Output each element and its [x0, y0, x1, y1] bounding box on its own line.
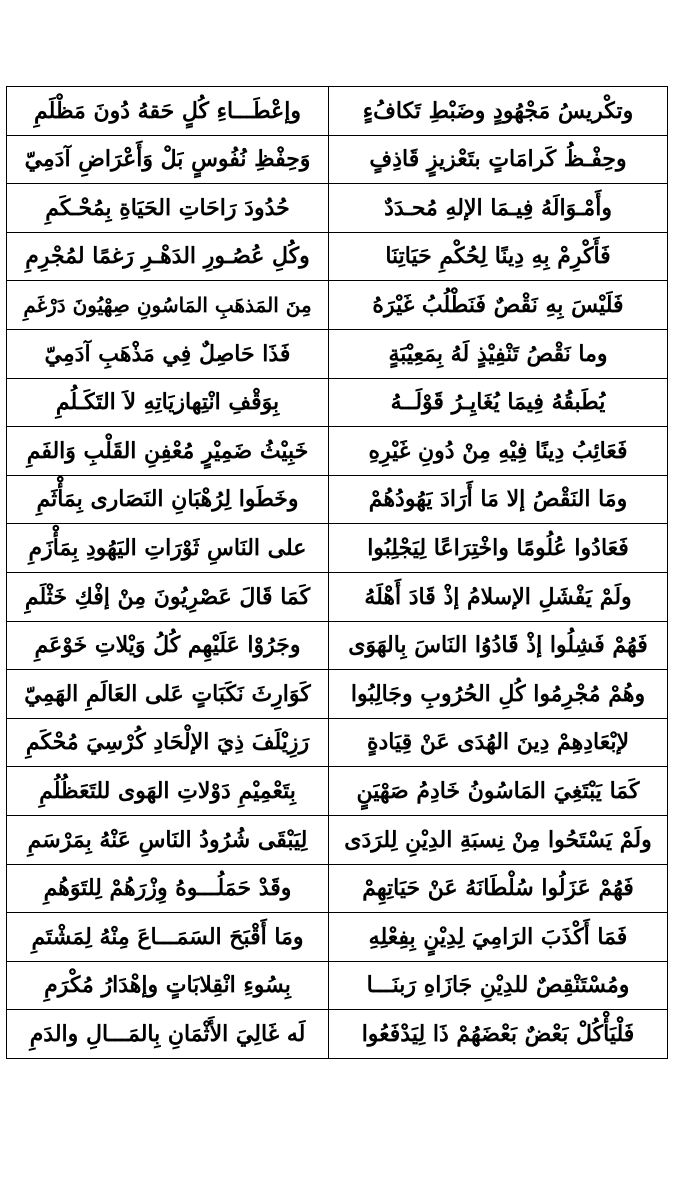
- verse-second-hemistich: لِيَبْقَى شُرُودُ النَاسِ عَنْهُ بِمَرْسَمِ: [7, 815, 329, 864]
- verse-second-hemistich: لَه غَالِيَ الأَثْمَانِ بِالمَـــالِ والدَمِ: [7, 1010, 329, 1059]
- verse-first-hemistich: ومَا النَقْصُ إلا مَا أَرَادَ يَهُودُهُمْ: [329, 475, 668, 524]
- verse-row: [7, 232, 668, 281]
- verse-second-hemistich: كَمَا قَالَ عَصْرِيُونَ مِنْ إفْكِ خَثْلَمِ: [7, 572, 329, 621]
- verse-first-hemistich: لإبْعَادِهِمْ دِينَ الهُدَى عَنْ قِيَادةٍ: [329, 718, 668, 767]
- verse-second-hemistich: حُدُودَ رَاحَاتِ الحَيَاةِ بِمُحْـكَمِ: [7, 184, 329, 233]
- verse-first-hemistich: فَأَكْرِمْ بِهِ دِينًا لِحُكْمِ حَيَاتِنَا: [329, 232, 668, 281]
- verse-second-hemistich: وجَرُوْا عَلَيْهِم كُلُ وَيْلاتِ خَوْعَمِ: [7, 621, 329, 670]
- verse-row: [7, 524, 668, 573]
- verse-second-hemistich: وإعْطَـــاءِ كُلٍ حَقهُ دُونَ مَظْلَمِ: [7, 87, 329, 136]
- verse-second-hemistich: على النَاسِ ثَوْرَاتِ اليَهُودِ بِمَأْزَمِ: [7, 524, 329, 573]
- verse-row: [7, 572, 668, 621]
- verse-row: [7, 670, 668, 719]
- verse-second-hemistich: وكُلِ عُصُـورِ الدَهْـرِ رَغمًا لمُجْرِمِ: [7, 232, 329, 281]
- verse-second-hemistich: وَحِفْظِ نُفُوسٍ بَلْ وَأَعْرَاضِ آدَمِيّ: [7, 135, 329, 184]
- verse-first-hemistich: فَهُمْ فَشِلُوا إذْ قَادُوُا النَاسَ بِالهَوَى: [329, 621, 668, 670]
- verse-first-hemistich: فَلَيْسَ بِهِ نَقْصٌ فَنَطْلُبُ غَيْرَهُ: [329, 281, 668, 330]
- verse-row: [7, 961, 668, 1010]
- verse-row: [7, 87, 668, 136]
- verse-row: [7, 184, 668, 233]
- verse-row: [7, 378, 668, 427]
- verse-second-hemistich: مِنَ المَذهَبِ المَاسُونِ صِهْيُونَ دَرْغَمِ: [7, 281, 329, 330]
- verse-row: [7, 329, 668, 378]
- verse-row: [7, 475, 668, 524]
- verse-first-hemistich: وحِفْـظُ كَرامَاتٍ بتَعْزيزٍ قَاذِفٍ: [329, 135, 668, 184]
- verse-second-hemistich: بِوَقْفِ انْتِهازيَاتِهِ لاَ التَكَـلُمِ: [7, 378, 329, 427]
- verse-second-hemistich: خَبِيْثُ ضَمِيْرٍ مُعْفِنِ القَلْبِ وَالفَمِ: [7, 427, 329, 476]
- verse-second-hemistich: كَوَارِثَ نَكَبَاتٍ عَلى العَالَمِ الهَمِيّ: [7, 670, 329, 719]
- verse-row: [7, 621, 668, 670]
- verse-second-hemistich: وخَطَوا لِرُهْبَانِ النَصَارى بِمَأْثَمِ: [7, 475, 329, 524]
- verse-first-hemistich: وما نَقْصُ تَنْفِيْذٍ لَهُ بِمَعِيْبَةٍ: [329, 329, 668, 378]
- verse-second-hemistich: ومَا أَقْبَحَ السَمَـــاعَ مِنْهُ لِمَشْتَمِ: [7, 913, 329, 962]
- verse-second-hemistich: وقَدْ حَمَلُـــوهُ وِزْرَهُمْ لِلتَوَهُمِ: [7, 864, 329, 913]
- poem-body: [7, 87, 668, 1059]
- verse-first-hemistich: فَهُمْ عَزَلُوا سُلْطَانَهُ عَنْ حَيَاتِهِمْ: [329, 864, 668, 913]
- verse-first-hemistich: فَلْيَأْكُلْ بَعْضٌ بَعْضَهُمْ ذَا لِيَدْفَعُوا: [329, 1010, 668, 1059]
- verse-first-hemistich: ومُسْتَنْقِصٌ للدِيْنِ جَازَاهِ رَبنَـــا: [329, 961, 668, 1010]
- verse-second-hemistich: فَذَا حَاصِلٌ فِي مَذْهَبِ آدَمِيّ: [7, 329, 329, 378]
- verse-first-hemistich: وهُمْ مُجْرِمُوا كُلِ الحُرُوبِ وجَالِبُوا: [329, 670, 668, 719]
- verse-second-hemistich: بِتَعْمِيْمِ دَوْلاتِ الهَوى للتَعَظُلُمِ: [7, 767, 329, 816]
- verse-first-hemistich: وأَمْـوَالَهُ فِيـمَا الإلهِ مُحـدَدٌ: [329, 184, 668, 233]
- verse-first-hemistich: ولَمْ يَسْتَحُوا مِنْ نِسبَةِ الدِيْنِ لِلرَدَى: [329, 815, 668, 864]
- verse-row: [7, 767, 668, 816]
- verse-first-hemistich: فَمَا أَكْذَبَ الرَامِيَ لِدِيْنٍ بِفِعْلِهِ: [329, 913, 668, 962]
- verse-row: [7, 913, 668, 962]
- verse-row: [7, 718, 668, 767]
- verse-row: [7, 815, 668, 864]
- verse-row: [7, 281, 668, 330]
- verse-first-hemistich: يُطَبقُهُ فِيمَا يُغَايِـرُ قَوْلَــهُ: [329, 378, 668, 427]
- verse-row: [7, 135, 668, 184]
- verse-row: [7, 864, 668, 913]
- verse-first-hemistich: فَعَادُوا عُلُومًا واخْتِرَاعًا لِيَجْلِبُوا: [329, 524, 668, 573]
- verse-second-hemistich: رَزِيْلَفَ ذِيَ الإلْحَادِ كُرْسِيَ مُحْكَمِ: [7, 718, 329, 767]
- poem-table: [6, 86, 668, 1059]
- verse-second-hemistich: بِسُوءِ انْقِلابَاتٍ وإهْدَارُ مُكْرَمِ: [7, 961, 329, 1010]
- verse-row: [7, 1010, 668, 1059]
- verse-first-hemistich: فَعَائِبُ دِينًا فِيْهِ مِنْ دُونِ غَيْرِهِ: [329, 427, 668, 476]
- verse-first-hemistich: ولَمْ يَفْشَلِ الإسلامُ إذْ قَادَ أَهْلَهُ: [329, 572, 668, 621]
- verse-row: [7, 427, 668, 476]
- verse-first-hemistich: كَمَا يَبْتَغِيَ المَاسُونُ خَادِمُ صَهْيَنٍ: [329, 767, 668, 816]
- verse-first-hemistich: وتكْريسُ مَجْهُودٍ وضَبْطِ تَكافُءٍ: [329, 87, 668, 136]
